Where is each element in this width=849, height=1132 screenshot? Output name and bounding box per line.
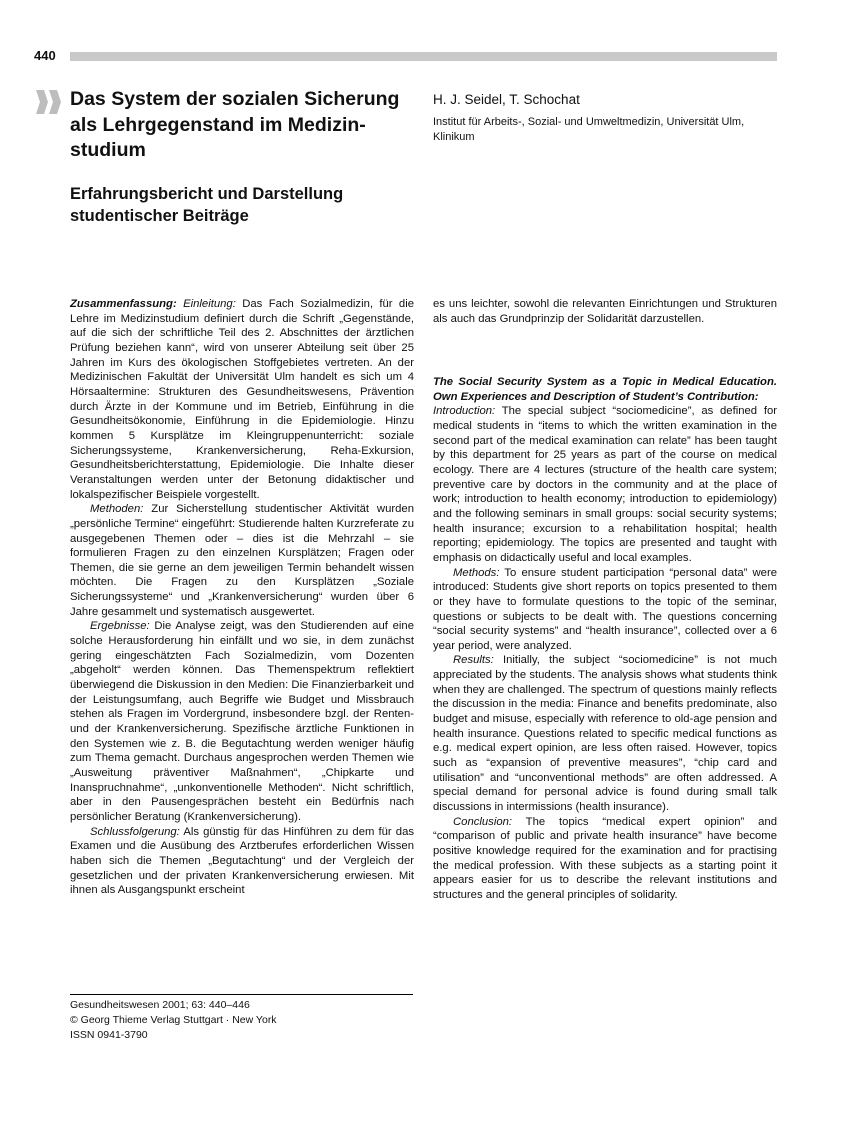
article-title: Das System der sozialen Sicherung als Lehrgegenstand im Medizin-studium [70,88,400,161]
abstract-heading: Zusammenfassung: [70,298,177,310]
abstract-en-methods: Methods: To ensure student participation “personal data” were introduced: Students give short reports on topics presented to them or they have to formulate questions to the topic of the seminar, questions or subjects to be dealt with. The questions concerning “social security systems” and “health insurance”, collected over a 6 year period, were analyzed. [433,566,777,652]
abstract-en-conclusion: Conclusion: The topics “medical expert opinion” and “comparison of public and private health insurance” have become positive knowledge required for the examination and for practising the medical profession. With these subjects as a starting point it appears easier for us to describe the relevant institutions and structures and the general principles of solidarity. [433,815,777,901]
abstract-de-introduction: Zusammenfassung: Einleitung: Das Fach Sozialmedizin, für die Lehre im Medizinstudium definiert durch die Schrift „Gegenstände, auf die sich der schriftliche Teil des 2. Abschnittes der ärztlichen Prüfung beziehen kann“, wird von unserer Abteilung seit über 25 Jahren im Kurs des ökologischen Stoffgebietes vertreten. An der Medizinischen Fakultät der Universität Ulm handelt es sich um 4 Hörsaaltermine: Strukturen des Gesundheitswesens, Prävention durch Ärzte in der Kommune und im Betrieb, Einführung in die Gesundheitsökonomie, Einführung in die Epidemiologie. Hinzu kommen 5 Kursplätze im Kleingruppenunterricht: soziale Sicherungssysteme, Krankenversicherung, Reha-Exkursion, Gesundheitsberichterstattung, Epidemiologie. Die Inhalte dieser Veranstaltungen werden unter der Betonung didaktischer und lokalspezifischer Beispiele vorgestellt. [70,298,415,501]
footer-rule [70,994,413,995]
header-bar [70,52,777,61]
affiliation: Institut für Arbeits-, Sozial- und Umweltmedizin, Universität Ulm, Klinikum [433,116,745,143]
issn: ISSN 0941-3790 [70,1028,148,1041]
page-number: 440 [34,48,56,63]
abstract-en-title: The Social Security System as a Topic in Medical Education. Own Experiences and Description of Student’s Contribution: [433,376,777,403]
journal-citation: Gesundheitswesen 2001; 63: 440–446 [70,999,250,1011]
publication-footer [70,998,277,1042]
abstract-de-conclusion: Schlussfolgerung: Als günstig für das Hinführen zu dem für das Examen und die Ausübung des Arztberufes erforderlichen Wissen haben sich die Themen „Begutachtung“ und der Vergleich der gesetzlichen und der privaten Krankenversicherung erwiesen. Mit ihnen als Ausgangspunkt erscheint [70,825,415,897]
authors: H. J. Seidel, T. Schochat [433,92,580,107]
abstract-de-continuation: es uns leichter, sowohl die relevanten Einrichtungen und Strukturen als auch das Grundprinzip der Solidarität darzustellen. [433,298,777,325]
abstract-german [70,297,414,898]
abstract-en-introduction: Introduction: The special subject “sociomedicine”, as defined for medical students in “items to which the written examination in the second part of the medical examination can relate” has been taught by this department for 25 years as part of the course on medical ecology. There are 4 lectures (structure of the health care system; preventive care by doctors in the community and at the place of work; introduction to health economy; introduction to epidemiology) and the following seminars in small groups: social security systems; health insurance; excursion to a rehabilitation hospital; health reporting; epidemiology. The topics are presented and taught with emphasis on didactically useful and local examples. [433,405,777,564]
abstract-de-results: Ergebnisse: Die Analyse zeigt, was den Studierenden auf eine solche Herausforderung hin einfällt und wo sie, in dem zunächst gering eingeschätzten Fach Sozialmedizin, vom Dozenten „abgeholt“ werden können. Das Themenspektrum reflektiert überwiegend die Diskussion in den Medien: Die Finanzierbarkeit und der Leistungsumfang, auch Begriffe wie Budget und Missbrauch stehen als Fragen im Vordergrund, insbesondere bzgl. der Renten- und der Krankenversicherung. Spezifische ärztliche Funktionen in den Systemen wie z. B. die Begutachtung werden weniger häufig zum Thema gemacht. Durchaus angesprochen werden Themen wie „Ausweitung präventiver Maßnahmen“, „Chipkarte und Inanspruchnahme“, „unkonventionelle Methoden“. Nicht schriftlich, aber in den Pausengesprächen besteht ein Bedürfnis nach persönlicher Beratung (Krankenversicherung). [70,620,414,823]
double-chevron-icon [36,90,62,114]
abstract-en-results: Results: Initially, the subject “sociomedicine” is not much appreciated by the students. The analysis shows what students think when they are challenged. The spectrum of questions mainly reflects the discussion in the media: Finance and benefits predominate, also budget and misuse, especially with reference to old-age pension and health insurance. Questions related to specific medical functions as e.g. medical expert opinion, are less often raised. However, topics such as “expansion of preventive measures”, “chip card and utilisation” and “unconventional methods” are often addressed. A special demand for personal advice is found during small talk discussions in intermissions (health insurance). [433,654,777,814]
copyright-notice: © Georg Thieme Verlag Stuttgart · New York [70,1013,277,1026]
abstract-english [433,375,777,903]
article-subtitle: Erfahrungsbericht und Darstellung studentischer Beiträge [70,185,344,225]
abstract-de-methods: Methoden: Zur Sicherstellung studentischer Aktivität wurden „persönliche Termine“ eingeführt: Studierende halten Kurzreferate zu ausgegebenen Themen oder – dies ist die Mehrzahl – sie formulieren Fragen zu den einzelnen Kursplätzen; Fragen oder Themen, die sie gerne an dem jeweiligen Termin behandelt wissen möchten. Die Fragen zu den Kursplätzen „Soziale Sicherungssysteme“ und „Krankenversicherung“ wurden über 6 Jahre gesammelt und systematisch ausgewertet. [70,503,414,618]
